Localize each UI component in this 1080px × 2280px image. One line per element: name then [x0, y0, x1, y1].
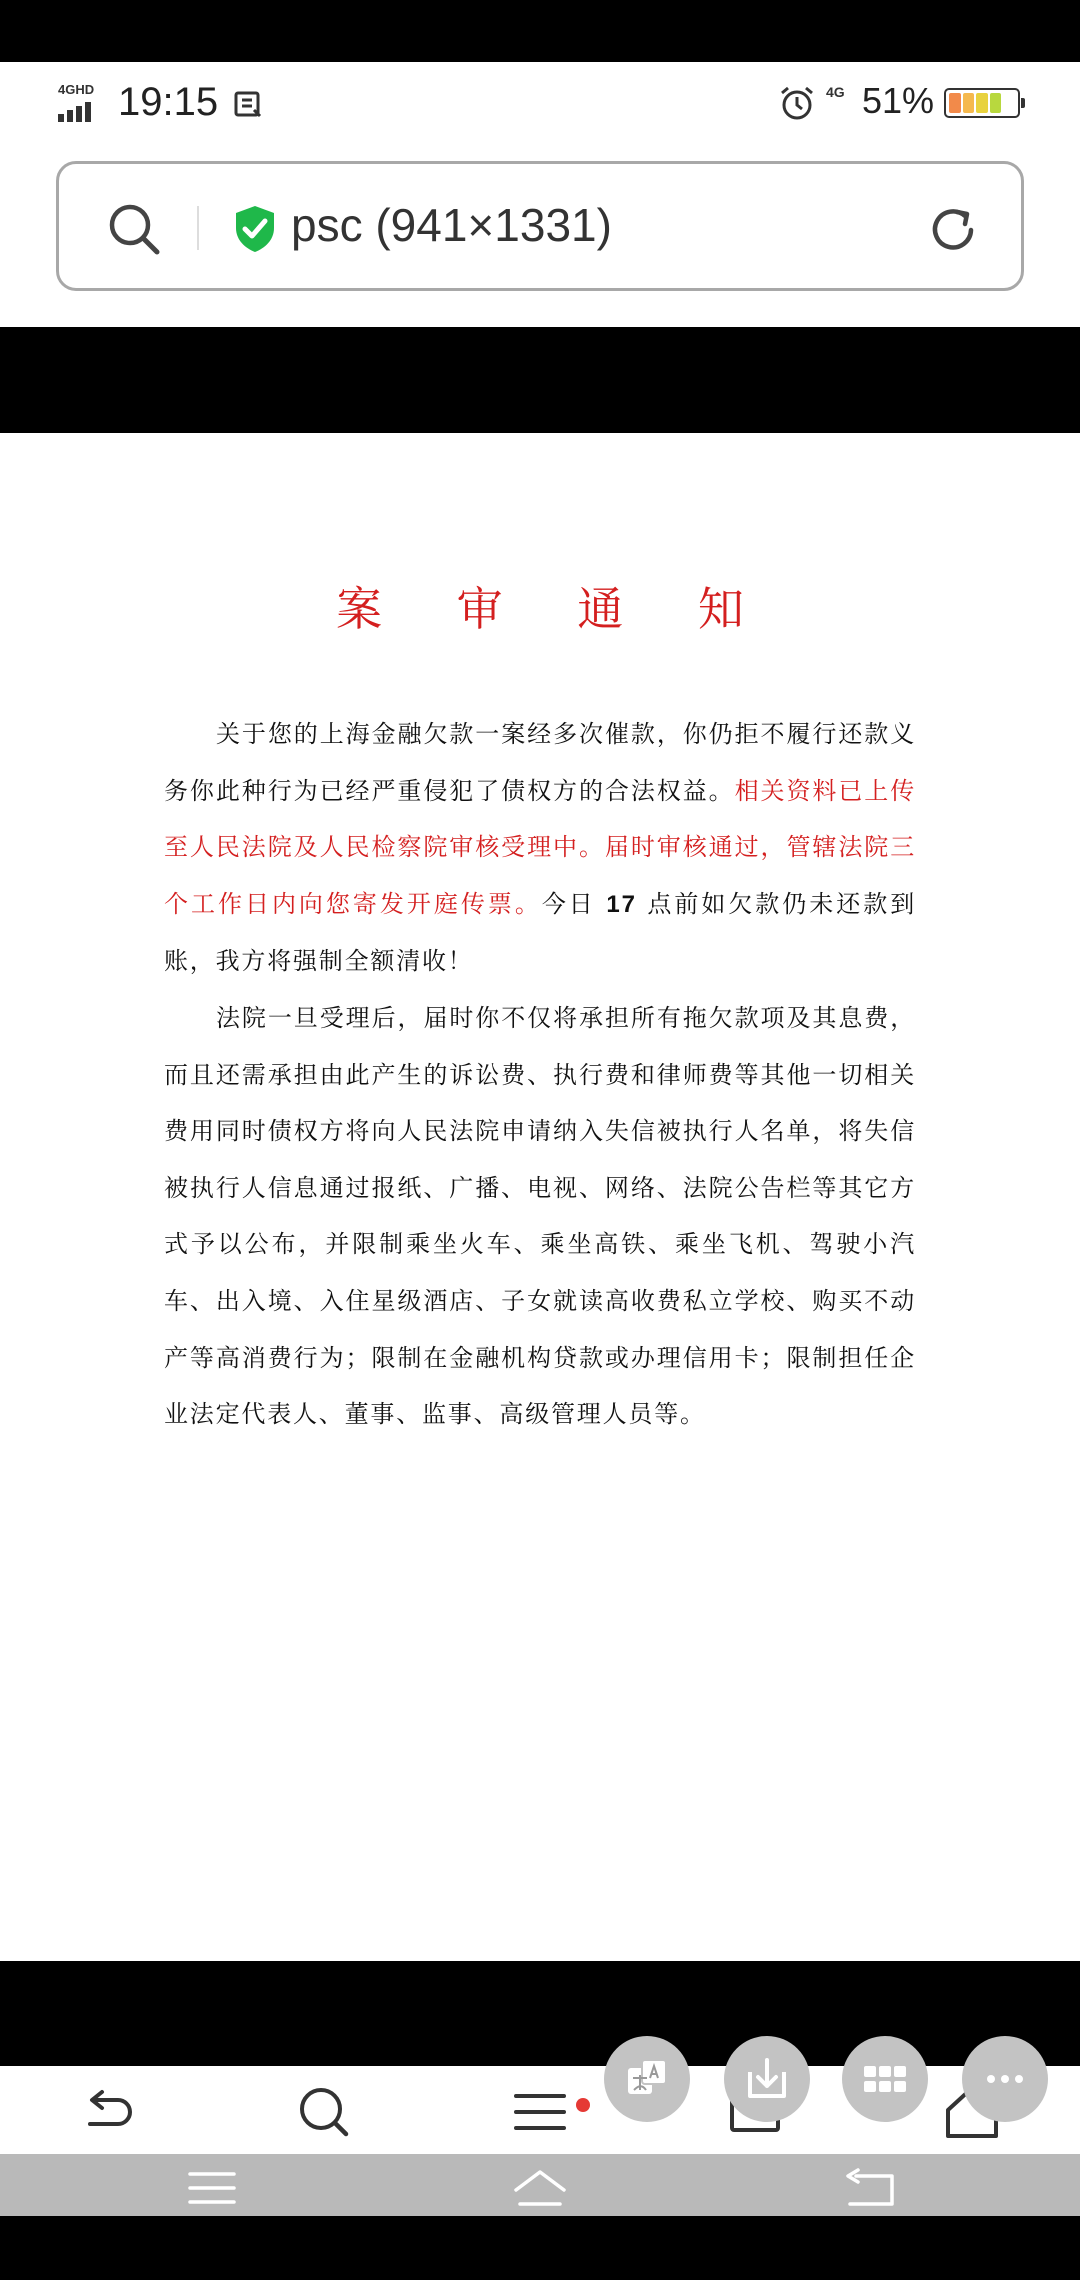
- bottom-black-band: [0, 2216, 1080, 2280]
- top-black-band: [0, 0, 1080, 62]
- translate-icon: [624, 2056, 670, 2102]
- status-time: 19:15: [118, 80, 219, 124]
- back-icon[interactable]: [842, 2168, 898, 2208]
- download-button[interactable]: [724, 2036, 810, 2122]
- back-icon[interactable]: [78, 2082, 138, 2142]
- apps-button[interactable]: [842, 2036, 928, 2122]
- system-navigation-bar: [0, 2154, 1080, 2216]
- search-icon[interactable]: [105, 200, 163, 258]
- search-icon[interactable]: [294, 2082, 354, 2142]
- recent-apps-icon[interactable]: [184, 2168, 240, 2208]
- home-icon[interactable]: [512, 2168, 568, 2208]
- paragraph-1-deadline-hour: 17: [606, 890, 637, 918]
- document-paragraph-2: 法院一旦受理后，届时你不仅将承担所有拖欠款项及其息费，而且还需承担由此产生的诉讼费、执行费和律师费等其他一切相关费用同时债权方将向人民法院申请纳入失信被执行人名单，将失信被执行人信息通过报纸、广播、电视、网络、法院公告栏等其它方式予以公布，并限制乘坐火车、乘坐高铁、乘坐飞机、驾驶小汽车、出入境、入住星级酒店、子女就读高收费私立学校、购买不动产等高消费行为；限制在金融机构贷款或办理信用卡；限制担任企业法定代表人、董事、监事、高级管理人员等。: [164, 1003, 916, 1429]
- menu-icon[interactable]: [510, 2082, 570, 2142]
- address-divider: [197, 206, 199, 250]
- paragraph-1-deadline-prefix: 今日: [541, 889, 596, 918]
- battery-percent: 51%: [862, 80, 935, 121]
- document-title: 案 审 通 知: [336, 582, 774, 636]
- page-title[interactable]: psc (941×1331): [291, 199, 612, 251]
- browser-header: [0, 147, 1080, 327]
- image-viewer-bottom-band: [0, 1961, 1080, 2066]
- network-4g-label: 4G: [826, 84, 845, 100]
- alarm-icon: [778, 84, 816, 122]
- apps-grid-icon: [862, 2056, 908, 2102]
- translate-button[interactable]: [604, 2036, 690, 2122]
- reload-icon[interactable]: [925, 202, 981, 258]
- more-icon: [982, 2056, 1028, 2102]
- paragraph-1-deadline-suffix: 点前如欠款仍未还款到账，我方将强制全额清收！: [164, 889, 917, 976]
- network-type-label: 4GHD: [58, 82, 95, 97]
- document-image: [0, 433, 1080, 1961]
- image-viewer-top-band: [0, 327, 1080, 433]
- paragraph-1-intro: 关于您的上海金融欠款一案经多次催款，你仍拒不履行还款义务你此种行为已经严重侵犯了债权方的合法权益。: [164, 720, 916, 805]
- signal-icon: [58, 82, 104, 124]
- address-bar[interactable]: [56, 161, 1024, 291]
- document-body: [164, 706, 916, 1443]
- status-bar: [0, 62, 1080, 147]
- more-button[interactable]: [962, 2036, 1048, 2122]
- document-paragraph-1: [164, 706, 916, 990]
- battery-icon: [944, 88, 1020, 118]
- paragraph-1-red-text: 相关资料已上传至人民法院及人民检察院审核受理中。届时审核通过，管辖法院三个工作日内向您寄发开庭传票。: [164, 776, 916, 918]
- download-icon: [744, 2056, 790, 2102]
- notification-dot: [576, 2098, 590, 2112]
- shield-check-icon: [233, 204, 277, 254]
- screenshot-icon: [232, 88, 264, 120]
